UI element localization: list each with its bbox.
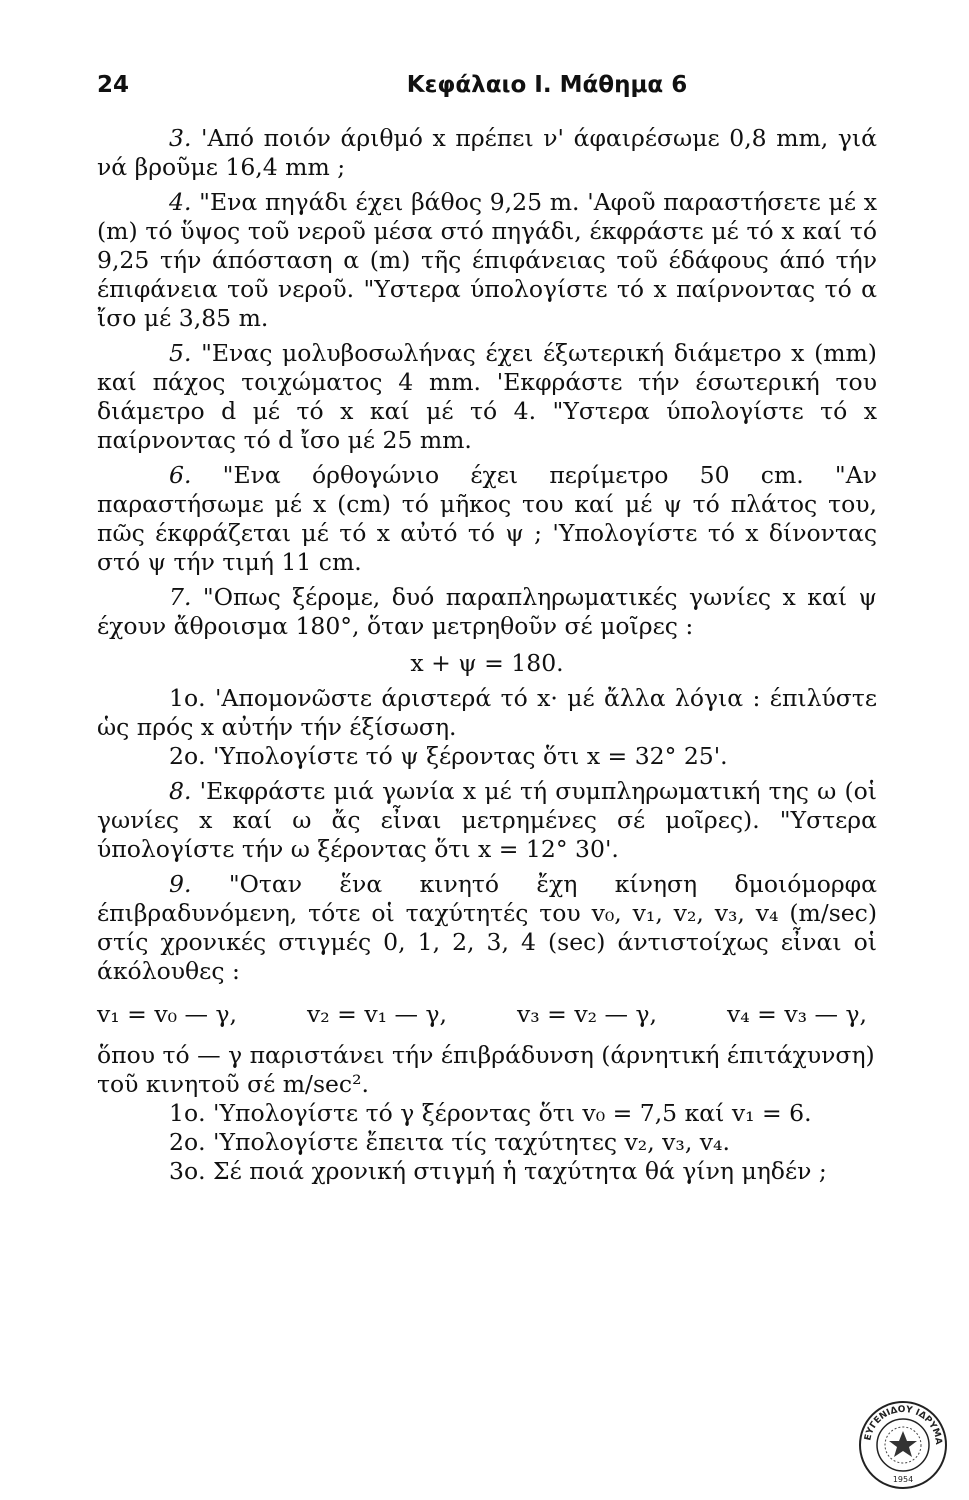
problem-7 [97,583,877,641]
subquestion: 2ο. 'Υπολογίστε ἔπειτα τίς ταχύτητες v₂, v₃, v₄. [169,1128,730,1156]
problem-text: 'Εκφράστε μιά γωνία x μέ τή συμπληρωματική της ω (οἱ γωνίες x καί ω ἄς εἶναι μετρημένες σέ μοῖρες). "Υστερα ύπολογίστε τήν ω ξέροντας ὅτι x = 12° 30'. [97,777,877,863]
problem-number: 3. [169,124,192,152]
problem-text: "Οταν ἕνα κινητό ἔχη κίνηση δμοιόμορφα έπιβραδυνόμενη, τότε οἱ ταχύτητές του v₀, v₁, v₂, v₃, v₄ (m/sec) στίς χρονικές στιγμές 0, 1, 2, 3, 4 (sec) άντιστοίχως εἶναι οἱ άκόλουθες : [97,870,877,985]
problem-number: 8. [169,777,192,805]
page-body [97,124,877,1186]
problem-text: "Ενα όρθογώνιο έχει περίμετρο 50 cm. "Αν παραστήσωμε μέ x (cm) τό μῆκος του καί μέ ψ τό πλάτος του, πῶς έκφράζεται μέ τό x αὐτό τό ψ ; 'Υπολογίστε τό x δίνοντας στό ψ τήν τιμή 11 cm. [97,461,877,576]
problem-number: 4. [169,188,192,216]
problem-text: "Ενας μολυβοσωλήνας έχει έξωτερική διάμετρο x (mm) καί πάχος τοιχώματος 4 mm. 'Εκφράστε τήν έσωτερική του διάμετρο d μέ τό x καί μέ τό 4. "Υστερα ύπολογίστε τό x παίρνοντας τό d ἴσο μέ 25 mm. [97,339,877,454]
equation: v₄ = v₃ — γ, [727,1000,867,1028]
problem-number: 6. [169,461,192,489]
equation: v₃ = v₂ — γ, [517,1000,657,1028]
subquestion: 1ο. 'Υπολογίστε τό γ ξέροντας ὅτι v₀ = 7,5 καί v₁ = 6. [169,1099,812,1127]
problem-text: "Ενα πηγάδι έχει βάθος 9,25 m. 'Αφοῦ παραστήσετε μέ x (m) τό ὕψος τοῦ νεροῦ μέσα στό πηγάδι, έκφράστε μέ τό x καί τό 9,25 τήν άπόσταση α (m) τῆς έπιφάνειας τοῦ έδάφους άπό τήν έπιφάνεια τοῦ νεροῦ. "Υστερα ύπολογίστε τό x παίρνοντας τό α ἴσο μέ 3,85 m. [97,188,877,332]
equation: v₂ = v₁ — γ, [307,1000,447,1028]
explanation-text: ὅπου τό — γ παριστάνει τήν έπιβράδυνση (άρνητική έπιτάχυνση) τοῦ κινητοῦ σέ m/sec². [97,1041,875,1098]
equation: x + ψ = 180. [410,649,564,677]
chapter-title: Κεφάλαιο Ι. Μάθημα 6 [406,72,688,98]
problem-number: 9. [169,870,192,898]
problem-6 [97,461,877,577]
problem-text: 'Από ποιόν άριθμό x πρέπει ν' άφαιρέσωμε 0,8 mm, γιά νά βροῦμε 16,4 mm ; [97,124,877,181]
problem-4 [97,188,877,333]
equation: v₁ = v₀ — γ, [97,1000,237,1028]
page-number: 24 [97,72,130,98]
problem-3 [97,124,877,182]
problem-number: 7. [169,583,192,611]
page-header [97,72,877,112]
problem-number: 5. [169,339,192,367]
foundation-seal-stamp [858,1400,948,1490]
svg-text:ΕΥΓΕΝΙΔΟΥ ΙΔΡΥΜΑ: ΕΥΓΕΝΙΔΟΥ ΙΔΡΥΜΑ [863,1404,944,1446]
subquestion: 1ο. 'Απομονῶστε άριστερά τό x· μέ ἄλλα λόγια : έπιλύστε ὡς πρός x αὐτήν τήν έξίσωση. [97,684,877,741]
problem-9 [97,870,877,986]
velocity-equations [97,1000,877,1029]
subquestion: 2ο. 'Υπολογίστε τό ψ ξέροντας ὅτι x = 32° 25'. [169,742,728,770]
svg-text:1954: 1954 [892,1475,914,1484]
problem-text: "Οπως ξέρομε, δυό παραπληρωματικές γωνίες x καί ψ έχουν ἄθροισμα 180°, ὅταν μετρηθοῦν σέ μοῖρες : [97,583,877,640]
problem-8 [97,777,877,864]
subquestion: 3ο. Σέ ποιά χρονική στιγμή ἡ ταχύτητα θά γίνη μηδέν ; [169,1157,827,1185]
problem-5 [97,339,877,455]
